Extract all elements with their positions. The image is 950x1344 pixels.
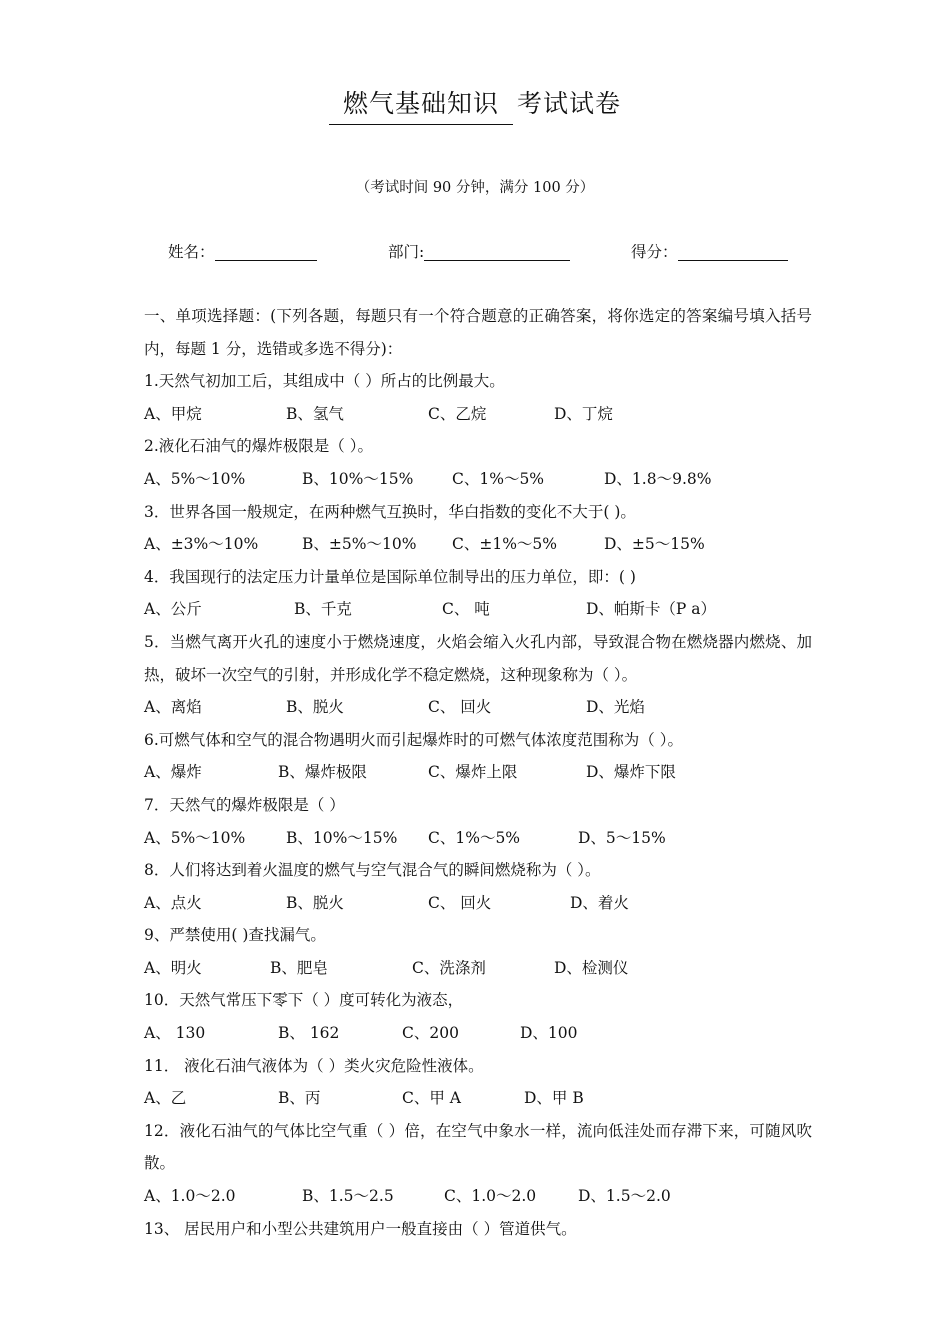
options-4 xyxy=(144,593,812,626)
info-row xyxy=(0,240,950,264)
option: C、1.0～2.0 xyxy=(444,1187,537,1206)
option: D、光焰 xyxy=(586,698,645,717)
option: B、肥皂 xyxy=(270,958,328,977)
option: A、公斤 xyxy=(144,600,202,619)
score-blank-line xyxy=(678,244,788,261)
options-7 xyxy=(144,822,812,855)
option: D、帕斯卡（P a） xyxy=(586,600,717,619)
option: C、1%～5% xyxy=(452,469,545,488)
exam-body xyxy=(144,300,812,1245)
option: C、爆炸上限 xyxy=(428,763,518,782)
option: B、千克 xyxy=(294,600,352,619)
option: B、±5%～10% xyxy=(302,535,417,554)
option: D、丁烷 xyxy=(554,404,613,423)
option: A、甲烷 xyxy=(144,404,202,423)
option: B、脱火 xyxy=(286,893,344,912)
option: D、爆炸下限 xyxy=(586,763,676,782)
option: A、离焰 xyxy=(144,698,202,717)
option: A、±3%～10% xyxy=(144,535,259,554)
options-6 xyxy=(144,756,812,789)
option: D、检测仪 xyxy=(554,958,629,977)
options-8 xyxy=(144,887,812,920)
options-9 xyxy=(144,952,812,985)
option: D、100 xyxy=(520,1024,578,1043)
dept-blank-line xyxy=(424,244,570,261)
option: A、爆炸 xyxy=(144,763,202,782)
section-heading: 一、单项选择题：(下列各题，每题只有一个符合题意的正确答案，将你选定的答案编号填入括号内，每题 1 分，选错或多选不得分)： xyxy=(144,307,812,358)
question-3: 3．世界各国一般规定，在两种燃气互换时，华白指数的变化不大于( )。 xyxy=(144,502,636,521)
option: B、1.5～2.5 xyxy=(302,1187,394,1206)
title-underlined: 燃气基础知识 xyxy=(329,84,513,125)
question-11: 11． 液化石油气液体为（ ）类火灾危险性液体。 xyxy=(144,1056,484,1075)
question-1: 1.天然气初加工后，其组成中（ ）所占的比例最大。 xyxy=(144,372,505,391)
option: D、甲 B xyxy=(524,1089,584,1108)
options-1 xyxy=(144,398,812,431)
option: A、5%～10% xyxy=(144,828,246,847)
exam-title xyxy=(0,84,950,125)
dept-field xyxy=(388,240,570,262)
option: C、 回火 xyxy=(428,698,492,717)
options-11 xyxy=(144,1082,812,1115)
options-12 xyxy=(144,1180,812,1213)
option: C、200 xyxy=(402,1024,459,1043)
option: B、10%～15% xyxy=(302,469,414,488)
option: D、1.5～2.0 xyxy=(578,1187,671,1206)
question-10: 10．天然气常压下零下（ ）度可转化为液态， xyxy=(144,991,464,1010)
option: A、乙 xyxy=(144,1089,187,1108)
option: D、±5～15% xyxy=(604,535,705,554)
options-5 xyxy=(144,691,812,724)
exam-subtitle: （考试时间 90 分钟，满分 100 分） xyxy=(355,180,595,196)
question-5: 5．当燃气离开火孔的速度小于燃烧速度，火焰会缩入火孔内部，导致混合物在燃烧器内燃烧、加热，破坏一次空气的引射，并形成化学不稳定燃烧，这种现象称为（ ）。 xyxy=(144,632,812,684)
option: B、爆炸极限 xyxy=(278,763,367,782)
option: C、甲 A xyxy=(402,1089,461,1108)
name-field xyxy=(168,240,317,262)
options-2 xyxy=(144,463,812,496)
option: D、5～15% xyxy=(578,828,666,847)
options-3 xyxy=(144,528,812,561)
option: C、乙烷 xyxy=(428,404,487,423)
option: B、丙 xyxy=(278,1089,321,1108)
question-4: 4．我国现行的法定压力计量单位是国际单位制导出的压力单位，即：( ) xyxy=(144,567,636,586)
question-6: 6.可燃气体和空气的混合物遇明火而引起爆炸时的可燃气体浓度范围称为（ ）。 xyxy=(144,730,683,749)
name-blank-line xyxy=(215,244,317,261)
option: B、 162 xyxy=(278,1024,340,1043)
option: C、 吨 xyxy=(442,600,490,619)
question-13: 13、 居民用户和小型公共建筑用户一般直接由（ ）管道供气。 xyxy=(144,1219,577,1238)
name-label: 姓名： xyxy=(168,243,215,261)
option: B、10%～15% xyxy=(286,828,398,847)
option: A、明火 xyxy=(144,958,202,977)
option: A、点火 xyxy=(144,893,202,912)
title-rest: 考试试卷 xyxy=(517,89,622,118)
option: C、1%～5% xyxy=(428,828,521,847)
option: B、氢气 xyxy=(286,404,344,423)
option: B、脱火 xyxy=(286,698,344,717)
option: D、着火 xyxy=(570,893,629,912)
question-9: 9、严禁使用( )查找漏气。 xyxy=(144,926,326,945)
question-2: 2.液化石油气的爆炸极限是（ ）。 xyxy=(144,437,373,456)
dept-label: 部门: xyxy=(388,243,425,261)
question-8: 8．人们将达到着火温度的燃气与空气混合气的瞬间燃烧称为（ ）。 xyxy=(144,861,601,880)
option: A、 130 xyxy=(144,1024,206,1043)
option: A、1.0～2.0 xyxy=(144,1187,236,1206)
score-label: 得分： xyxy=(631,243,678,261)
option: C、±1%～5% xyxy=(452,535,558,554)
option: C、洗涤剂 xyxy=(412,958,486,977)
option: D、1.8～9.8% xyxy=(604,469,712,488)
question-7: 7．天然气的爆炸极限是（ ） xyxy=(144,795,345,814)
option: C、 回火 xyxy=(428,893,492,912)
option: A、5%～10% xyxy=(144,469,246,488)
score-field xyxy=(631,240,788,262)
question-12: 12．液化石油气的气体比空气重（ ）倍，在空气中象水一样，流向低洼处而存滞下来，可随风吹散。 xyxy=(144,1121,812,1173)
options-10 xyxy=(144,1017,812,1050)
